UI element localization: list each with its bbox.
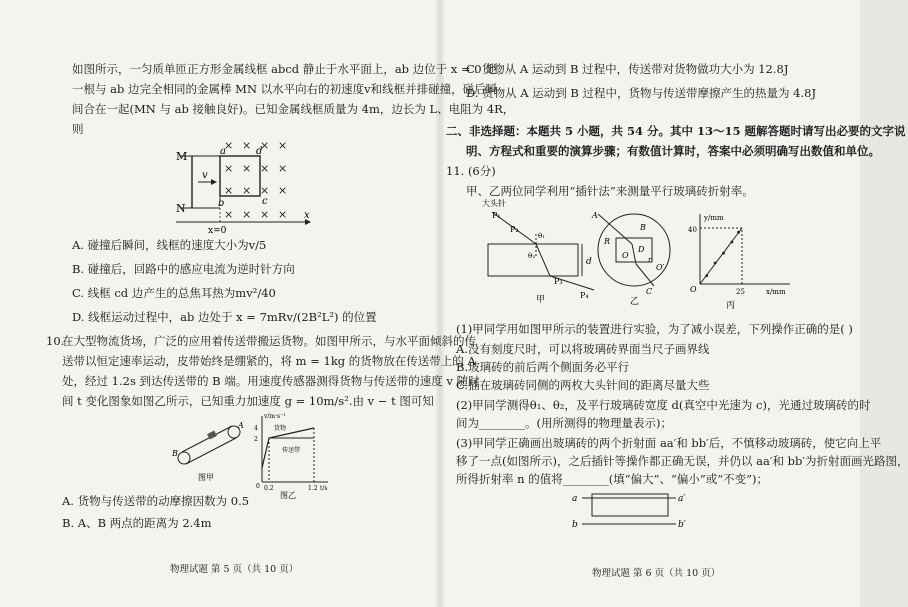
fig-yi-label: 图乙 [280,491,296,500]
intro-line: 如图所示，一匀质单匝正方形金属线框 abcd 静止于水平面上，ab 边位于 x = 0 处。 [72,62,509,76]
q10-number: 10. [46,334,65,348]
q11-part: (2)甲同学测得θ₁、θ₂，及平行玻璃砖宽度 d(真空中光速为 c)，光通过玻璃砖的时 [456,398,871,412]
label-a-pt: A [592,211,598,220]
belt-top [182,426,232,452]
vt-tick-x: 0.2 [264,485,274,492]
label-d: d [256,146,263,157]
scatter-xlabel: x/mm [766,288,786,296]
label-bb-b: b [572,520,578,530]
label-b-end: B [172,449,178,458]
option-b: B. 碰撞后，回路中的感应电流为逆时针方向 [72,262,295,276]
section-title: 明、方程式和重要的演算步骤；有数值计算时，答案中必须明确写出数值和单位。 [466,144,880,158]
ray-mid [632,244,636,264]
q11-part: B.玻璃砖的前后两个侧面务必平行 [456,360,630,374]
q10-line: 处，经过 1.2s 到达传送带的 B 端。用速度传感器测得货物与传送带的速度 v 随时 [62,374,480,388]
figure-bing [686,210,796,310]
q11-part: 所得折射率 n 的值将________(填“偏大”、“偏小”或“不变”)； [456,472,768,486]
vt-tick-y: 4 [254,425,258,432]
label-m: M [176,150,188,163]
field-mark: × [260,162,270,175]
field-mark: × [242,184,252,197]
scatter-point [737,231,740,234]
belt-bottom [186,438,236,464]
vt-tick-y: 2 [254,436,258,443]
scatter-point [714,262,717,265]
field-mark: × [278,162,288,175]
vt-origin: 0 [256,483,260,490]
label-p3: P₃ [554,277,563,286]
scatter-tick-x: 25 [736,288,745,296]
q10-line: 送带以恒定速率运动，皮带始终是绷紧的，将 m = 1kg 的货物放在传送带上的 A [62,354,476,368]
option-c: C. 线框 cd 边产生的总焦耳热为mv²/40 [72,286,276,300]
q11-part: 移了一点(如图所示)，之后插针等操作都正确无误，并仍以 aa′和 bb′为折射面画光路图， [456,454,908,468]
field-mark: × [224,208,234,221]
label-d-pt: D [638,245,645,254]
aa-bb-figure [568,488,688,532]
intro-line: 一根与 ab 边完全相同的金属棒 MN 以水平向右的初速度v和线框并排碰撞，碰后瞬 [72,82,498,96]
fig-jia-label: 图甲 [198,473,214,482]
q11-part: 间为________。(用所测得的物理量表示)； [456,416,672,430]
field-mark: × [260,208,270,221]
q11-part: A.没有刻度尺时，可以将玻璃砖界面当尺子画界线 [456,342,710,356]
field-mark: × [224,184,234,197]
scatter-point [705,274,708,277]
label-n: N [176,202,186,215]
q10-option-b: B. A、B 两点的距离为 2.4m [62,516,212,530]
q11-header: 11. (6分) [446,164,496,178]
label-a-end: A [238,421,244,430]
label-a: a [220,146,226,157]
field-mark: × [242,139,252,152]
ray-out [636,264,654,286]
label-yi: 乙 [630,297,640,307]
vt-xlabel: t/s [320,485,328,492]
footer-left: 物理试题 第 5 页（共 10 页） [170,564,299,575]
label-theta1: θ₁ [538,232,546,240]
conveyor-figure [170,418,250,484]
label-d: d [586,257,592,267]
vt-cargo-label: 货物 [274,425,287,432]
vt-ylabel: v/m·s⁻¹ [264,413,286,420]
intro-line: 间合在一起(MN 与 ab 接触良好)。已知金属线框质量为 4m，边长为 L、电阻为 4R， [72,102,515,116]
label-bing: 丙 [726,301,736,311]
intro-line: 则 [72,122,84,136]
field-mark: × [224,162,234,175]
vt-belt-label: 传送带 [282,447,301,454]
label-v: v [202,170,208,181]
shifted-block [592,494,668,516]
label-x0: x=0 [208,226,227,236]
label-r-small: r [648,256,652,264]
figure-jia [476,198,606,304]
q10-option-a: A. 货物与传送带的动摩擦因数为 0.5 [62,494,250,508]
option-a: A. 碰撞后瞬间，线框的速度大小为v/5 [72,238,267,252]
label-jia: 甲 [536,295,546,305]
label-r-big: R [604,237,611,246]
section-title: 二、非选择题：本题共 5 小题，共 54 分。其中 13～15 题解答题时请写出必要的文字说 [446,124,906,138]
field-mark: × [224,139,234,152]
option-d: D. 线框运动过程中，ab 边处于 x = 7mRv/(2B²L²) 的位置 [72,310,377,324]
label-c: c [262,196,268,207]
glass-block [488,244,578,276]
label-p1: P₁ [492,211,501,220]
label-aa-a-prime: a′ [678,494,686,504]
field-mark: × [278,208,288,221]
label-b: b [218,198,225,209]
label-c-pt: C [646,287,653,296]
footer-right: 物理试题 第 6 页（共 10 页） [592,568,721,579]
field-mark: × [242,162,252,175]
right-page [440,0,908,607]
q11-intro: 甲、乙两位同学利用“插针法”来测量平行玻璃砖折射率。 [466,184,754,198]
label-x: x [304,210,310,221]
q11-part: C.插在玻璃砖同侧的两枚大头针间的距离尽量大些 [456,378,710,392]
q11-part: (3)甲同学正确画出玻璃砖的两个折射面 aa′和 bb′后，不慎移动玻璃砖，使它向上平 [456,436,882,450]
label-pin: 大头针 [482,199,506,208]
q11-part: (1)甲同学用如图甲所示的装置进行实验，为了减小误差，下列操作正确的是( ) [456,322,853,336]
pulley-b [178,452,190,464]
field-mark: × [260,184,270,197]
scatter-ylabel: y/mm [704,214,724,222]
field-mark: × [278,139,288,152]
field-mark: × [278,184,288,197]
magnetic-field-figure [170,138,320,234]
scatter-point [731,241,734,244]
vt-tick-x: 1.2 [308,485,318,492]
label-aa-a: a [572,494,578,504]
field-mark: × [242,208,252,221]
protractor-circle [598,214,670,286]
label-p2: P₂ [510,225,519,234]
label-bb-b-prime: b′ [678,520,686,530]
vt-graph [252,410,332,498]
q10-line: 间 t 变化图象如图乙所示，已知重力加速度 g = 10m/s².由 v − t 图可知 [62,394,434,408]
label-o: O [622,251,629,260]
label-theta2: θ₂ [528,252,536,260]
q10-line: 在大型物流货场，广泛的应用着传送带搬运货物。如图甲所示，与水平面倾斜的传 [62,334,476,348]
field-mark: × [260,139,270,152]
scatter-tick-y: 40 [688,226,697,234]
q10-option-d: D. 货物从 A 运动到 B 过程中，货物与传送带摩擦产生的热量为 4.8J [466,86,817,100]
label-p4: P₄ [580,291,589,300]
scatter-origin: O [690,285,697,294]
q10-option-c: C. 货物从 A 运动到 B 过程中，传送带对货物做功大小为 12.8J [466,62,789,76]
scatter-point [722,252,725,255]
refracted-ray [536,244,550,276]
label-b-pt: B [640,223,646,232]
figure-yi [592,204,684,308]
label-o-prime: O′ [656,263,665,272]
